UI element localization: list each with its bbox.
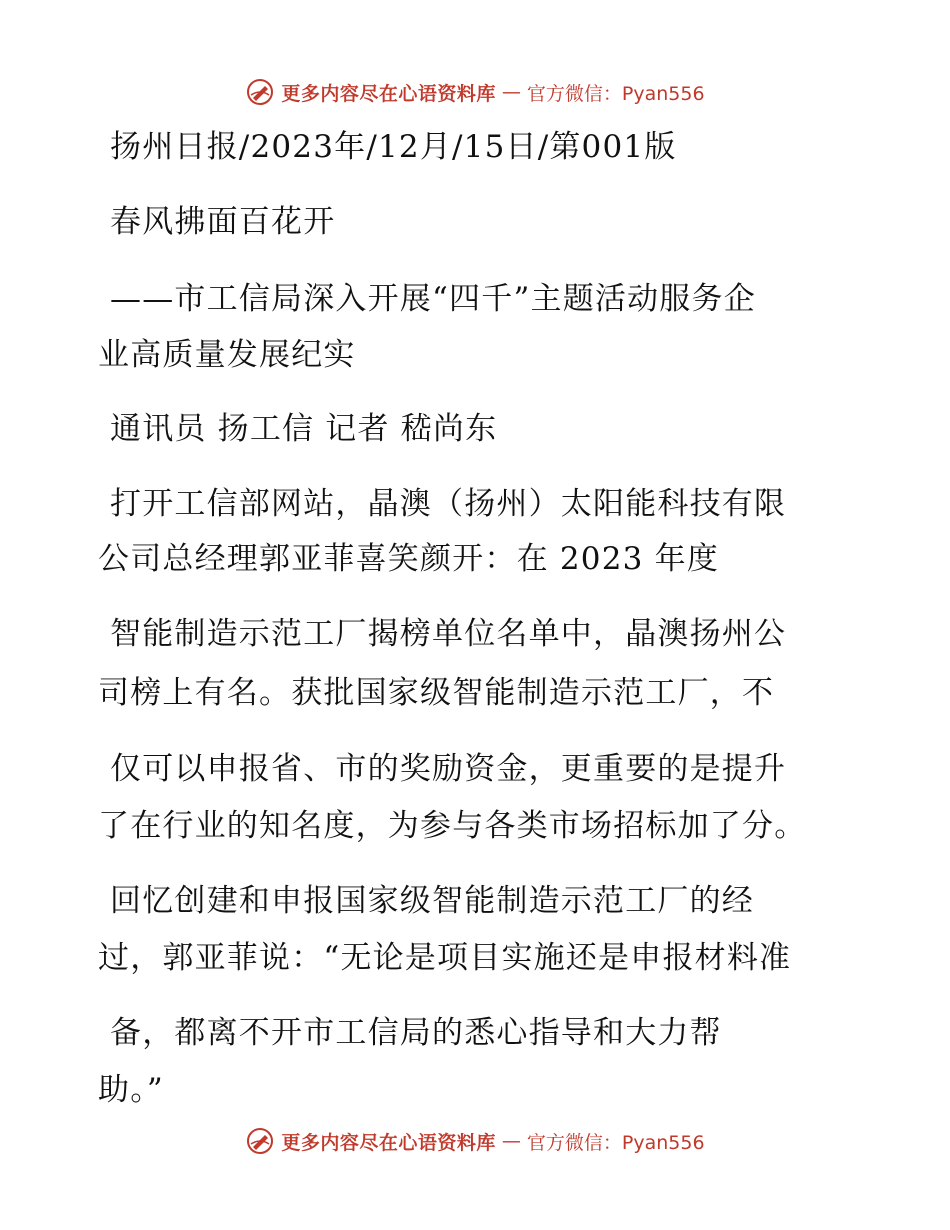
watermark-separator: — (501, 81, 521, 103)
article-subtitle-line-2: 业高质量发展纪实 (98, 337, 356, 373)
watermark-contact-text: 官方微信：Pyan556 (526, 82, 705, 105)
watermark-separator: — (501, 1130, 521, 1152)
body-line: 打开工信部网站，晶澳（扬州）太阳能科技有限 (110, 486, 787, 522)
watermark-banner-top (0, 72, 950, 112)
watermark-site-text: 更多内容尽在心语资料库 (281, 1131, 496, 1154)
watermark-content (245, 77, 704, 107)
body-line: 智能制造示范工厂揭榜单位名单中，晶澳扬州公 (110, 616, 787, 652)
article-byline: 通讯员 扬工信 记者 嵇尚东 (110, 411, 498, 447)
body-line: 回忆创建和申报国家级智能制造示范工厂的经 (110, 883, 754, 919)
body-line: 备，都离不开市工信局的悉心指导和大力帮 (110, 1015, 722, 1051)
watermark-contact-text: 官方微信：Pyan556 (526, 1131, 705, 1154)
body-line: 公司总经理郭亚菲喜笑颜开：在 2023 年度 (98, 541, 719, 577)
brand-logo-icon (245, 1126, 275, 1156)
watermark-site-text: 更多内容尽在心语资料库 (281, 82, 496, 105)
body-line: 了在行业的知名度，为参与各类市场招标加了分。 (98, 808, 807, 844)
watermark-banner-bottom (0, 1121, 950, 1161)
brand-logo-icon (245, 77, 275, 107)
article-title: 春风拂面百花开 (110, 204, 336, 240)
watermark-content (245, 1126, 704, 1156)
article-subtitle-line-1: ——市工信局深入开展“四千”主题活动服务企 (110, 281, 756, 317)
body-line: 助。” (98, 1072, 164, 1108)
body-line: 过，郭亚菲说：“无论是项目实施还是申报材料准 (98, 940, 792, 976)
source-line: 扬州日报/2023年/12月/15日/第001版 (110, 129, 677, 165)
body-line: 司榜上有名。获批国家级智能制造示范工厂，不 (98, 675, 775, 711)
body-line: 仅可以申报省、市的奖励资金，更重要的是提升 (110, 751, 787, 787)
